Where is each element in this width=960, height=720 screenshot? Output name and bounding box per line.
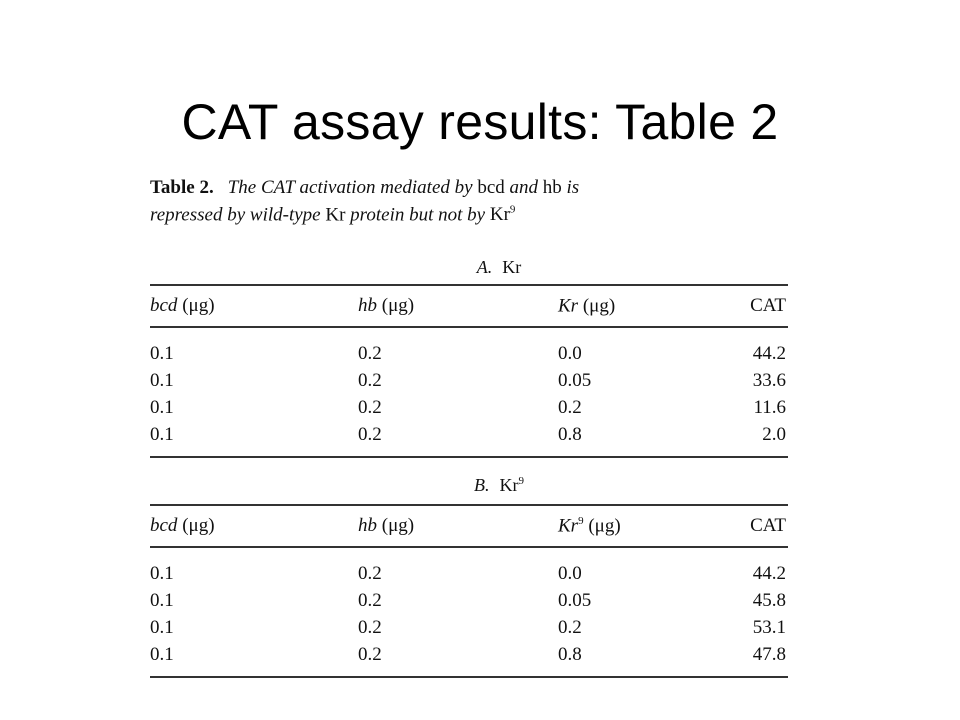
cell-bcd: 0.1 — [150, 370, 174, 392]
col-header-bcd: bcd (μg) — [150, 515, 215, 537]
col-header-kr9: Kr$^9$ (μg) — [558, 515, 621, 537]
caption-is: is — [566, 177, 580, 198]
caption-kr9 — [490, 204, 516, 225]
section-b-sup: 9 — [518, 475, 524, 488]
caption-text-3: protein but not by — [350, 204, 486, 226]
cell-bcd: 0.1 — [150, 424, 174, 446]
caption-bcd: bcd — [477, 177, 505, 198]
cell-hb: 0.2 — [358, 343, 382, 365]
caption-text-1: The CAT activation mediated by — [227, 177, 473, 198]
cell-cat: 11.6 — [753, 397, 786, 419]
table-a-header-row — [150, 285, 788, 327]
table-scan — [150, 172, 788, 678]
cell-hb: 0.2 — [358, 617, 382, 639]
cell-bcd: 0.1 — [150, 617, 174, 639]
table-row — [150, 421, 788, 457]
cell-kr: 0.05 — [558, 370, 592, 392]
cell-cat: 45.8 — [752, 590, 786, 612]
cell-hb: 0.2 — [358, 370, 382, 392]
col-header-bcd: bcd (μg) — [150, 295, 215, 317]
table-row — [150, 547, 788, 587]
section-b-letter: B. — [474, 475, 490, 496]
table-section-b — [150, 504, 788, 678]
section-a-letter: A. — [476, 257, 493, 278]
caption-hb: hb — [542, 177, 562, 198]
table-b-header-row — [150, 505, 788, 547]
cell-hb: 0.2 — [358, 424, 382, 446]
cell-hb: 0.2 — [358, 563, 382, 585]
slide-title: CAT assay results: Table 2 — [181, 94, 779, 150]
caption-kr9-gene: Kr — [489, 204, 510, 226]
section-a-title — [150, 252, 788, 278]
cell-kr9: 0.8 — [558, 644, 582, 666]
col-header-kr: Kr (μg) — [558, 295, 616, 317]
cell-cat: 2.0 — [762, 424, 786, 446]
table-section-a — [150, 284, 788, 458]
table-label: Table 2. — [150, 177, 214, 198]
col-header-cat: CAT — [750, 295, 786, 317]
table-row — [150, 394, 788, 421]
table-row — [150, 614, 788, 641]
section-b-name: Kr — [499, 475, 519, 496]
col-header-hb: hb (μg) — [358, 515, 415, 537]
cell-hb: 0.2 — [358, 644, 382, 666]
cell-kr: 0.8 — [558, 424, 582, 446]
cell-kr: 0.2 — [558, 397, 582, 419]
caption-kr: Kr — [325, 204, 346, 226]
cell-cat: 53.1 — [752, 617, 786, 639]
cell-hb: 0.2 — [358, 397, 382, 419]
caption-kr9-sup: 9 — [509, 204, 516, 216]
section-a-name: Kr — [502, 257, 522, 278]
caption-text-2: repressed by wild-type — [150, 204, 321, 226]
cell-bcd: 0.1 — [150, 563, 174, 585]
cell-cat: 33.6 — [752, 370, 786, 392]
cell-hb: 0.2 — [358, 590, 382, 612]
table-row — [150, 367, 788, 394]
cell-kr9: 0.05 — [558, 590, 592, 612]
cell-bcd: 0.1 — [150, 590, 174, 612]
caption-and: and — [509, 177, 539, 198]
section-b-title — [150, 470, 788, 496]
cell-bcd: 0.1 — [150, 397, 174, 419]
table-row — [150, 587, 788, 614]
cell-cat: 44.2 — [752, 343, 786, 365]
cell-kr: 0.0 — [558, 343, 582, 365]
cell-cat: 47.8 — [752, 644, 786, 666]
table-row — [150, 641, 788, 677]
col-header-cat: CAT — [750, 515, 786, 537]
cell-kr9: 0.0 — [558, 563, 582, 585]
cell-bcd: 0.1 — [150, 343, 174, 365]
cell-kr9: 0.2 — [558, 617, 582, 639]
table-row — [150, 327, 788, 367]
cell-cat: 44.2 — [752, 563, 786, 585]
col-header-hb: hb (μg) — [358, 295, 415, 317]
table-caption — [150, 172, 788, 226]
cell-bcd: 0.1 — [150, 644, 174, 666]
